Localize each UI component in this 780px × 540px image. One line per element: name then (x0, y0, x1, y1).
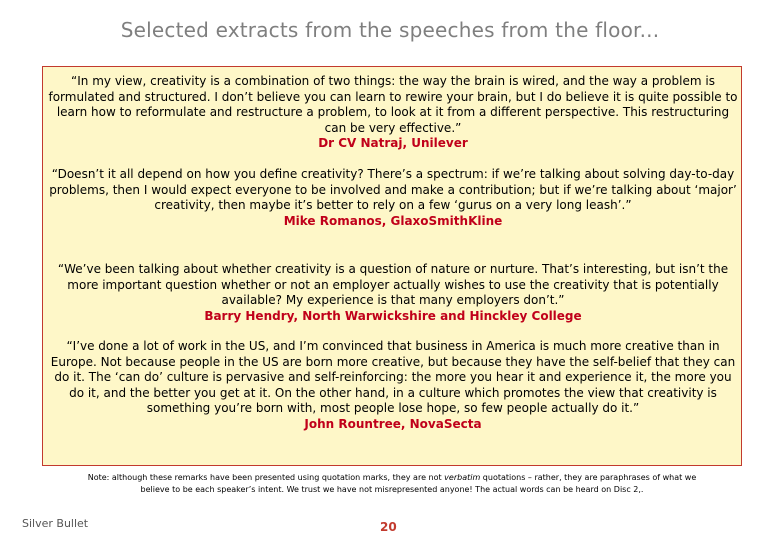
quote-box (42, 66, 742, 466)
footnote (72, 472, 712, 496)
quote-text: “We’ve been talking about whether creativity is a question of nature or nurture. That’s interesting, but isn’t the more important question whether or not an employer actually wishes to use the creativity that is potentially available? My experience is that many employers don’t.” (57, 262, 729, 308)
quote-block (47, 339, 739, 433)
quote-block (47, 167, 739, 229)
quote-attribution: Barry Hendry, North Warwickshire and Hinckley College (204, 308, 582, 323)
quote-text: “I’ve done a lot of work in the US, and I’m convinced that business in America is much more creative than in Europe. Not because people in the US are born more creative, but because they have the self-belief that they can do it. The ‘can do’ culture is pervasive and self-reinforcing: the more you hear it and experience it, the more you do it, and the better you get at it. On the other hand, in a culture which promotes the view that creativity is something you’re born with, most people lose hope, so few people actually do it.” (50, 339, 736, 416)
footnote-emphasis: verbatim (444, 473, 481, 482)
page-number: 20 (380, 520, 397, 534)
brand-name: Silver Bullet (22, 517, 89, 530)
quote-attribution: Mike Romanos, GlaxoSmithKline (283, 213, 503, 228)
quote-text: “Doesn’t it all depend on how you define creativity? There’s a spectrum: if we’re talking about solving day-to-day problems, then I would expect everyone to be involved and make a contribution; but if we’re talking about ‘major’ creativity, then maybe it’s better to rely on a few ‘gurus on a very long leash’.” (49, 167, 737, 213)
page-title: Selected extracts from the speeches from the floor... (120, 18, 660, 42)
footnote-text-before: Note: although these remarks have been presented using quotation marks, they are not (87, 473, 445, 482)
quote-block (47, 262, 739, 324)
quote-block (47, 74, 739, 152)
quote-attribution: Dr CV Natraj, Unilever (318, 136, 468, 151)
quote-attribution: John Rountree, NovaSecta (304, 416, 482, 431)
quote-text: “In my view, creativity is a combination of two things: the way the brain is wired, and the way a problem is formulated and structured. I don’t believe you can learn to rewire your brain, but I do believe it is quite possible to learn how to reformulate and restructure a problem, to look at it from a different perspective. This restructuring can be very effective.” (48, 74, 738, 135)
footnote-text-after: quotations – rather, they are paraphrases of what we believe to be each speaker’s intent. We trust we have not misrepresented anyone! The actual words can be heard on Disc 2,. (140, 473, 697, 494)
